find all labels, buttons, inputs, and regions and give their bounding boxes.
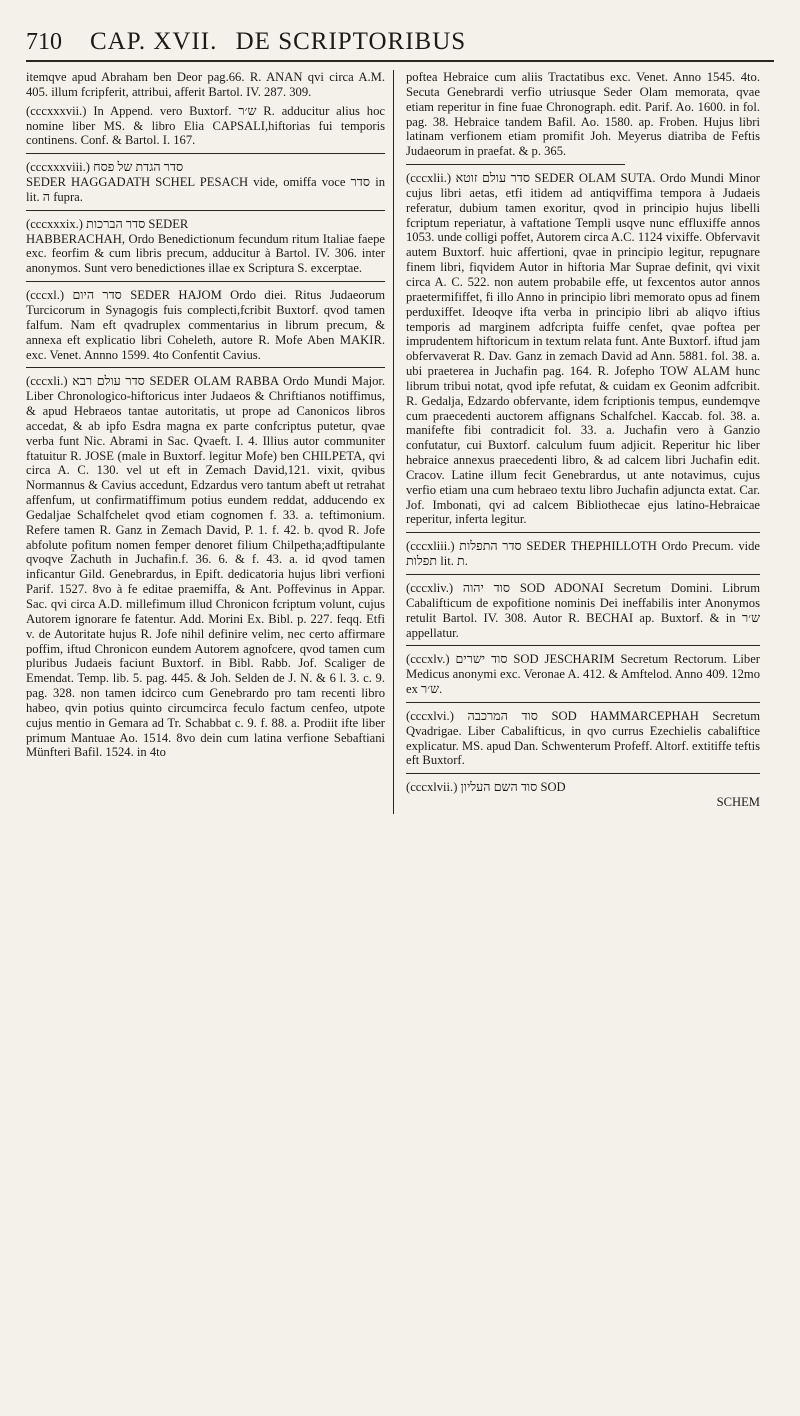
entry-cccxlvi: (cccxlvi.) סוד המרכבה SOD HAMMARCEPHAH Secretum Qvadrigae. Liber Cabalifticus, in qvo currus Ezechielis cabaliftice explicatur. MS. apud Dan. Schwenterum Profeff. Altorf. extitiffe teftis eft Buxtorf. xyxy=(406,708,760,768)
entry-cccxxxix-text: HABBERACHAH, Ordo Benedictionum fecundum ritum Italiae faepe exc. feorfim & cum libris precum, adducitur à Bartol. IV. 306. inter anonymos. Sunt vero benedictiones illae ex Scriptura S. excerptae. xyxy=(26,231,385,276)
header-spacer xyxy=(223,28,229,56)
header-rule xyxy=(26,60,774,62)
entry-separator xyxy=(26,153,385,154)
running-header xyxy=(26,14,774,56)
left-column xyxy=(26,70,393,814)
entry-cccxli-continued: poftea Hebraice cum aliis Tractatibus exc. Venet. Anno 1545. 4to. Secuta Genebrardi verfio utriusque Seder Olam memorata, qvae etiam reperitur in fine fuae Chronograph. edit. Parif. Ao. 1600. in fol. pag. 38. Hebraice tandem Bafil. Ao. 1580. ap. Froben. Hujus libri latinam verfionem etiam promifit Joh. Meyerus diatriba de Feftis Judaeorum in praefat. & p. 365. xyxy=(406,70,760,159)
entry-separator xyxy=(406,164,625,165)
entry-cccxxxviii xyxy=(26,160,385,205)
entry-cccxxxvii: (cccxxxvii.) In Append. vero Buxtorf. ש׳ר R. adducitur alius hoc nomine liber MS. & libro Elia CAPSALI,hiftorias fui temporis continens. Conf. & Bartol. I. 167. xyxy=(26,103,385,148)
entry-separator xyxy=(406,574,760,575)
entry-cccxxxviii-text: SEDER HAGGADATH SCHEL PESACH vide, omiffa voce סדר in lit. ה fupra. xyxy=(26,175,385,204)
entry-intro: itemqve apud Abraham ben Deor pag.66. R. ANAN qvi circa A.M. 405. illum fcripferit, attribui, afferit Bartol. IV. 287. 309. xyxy=(26,70,385,99)
entry-separator xyxy=(26,281,385,282)
entry-cccxxxix xyxy=(26,217,385,276)
entry-separator xyxy=(26,210,385,211)
right-column xyxy=(393,70,760,814)
entry-cccxlvii-tail: SCHEM xyxy=(716,795,760,810)
entry-cccxlvii-heading: (cccxlvii.) סוד השם העליון SOD xyxy=(406,780,566,795)
entry-separator xyxy=(406,532,760,533)
entry-separator xyxy=(406,702,760,703)
entry-cccxl: (cccxl.) סדר היום SEDER HAJOM Ordo diei. Ritus Judaeorum Turcicorum in Synagogis fuis complecti,fcribit Buxtorf. qvod tamen falfum. Nam eft qvadruplex commentarius in librum precum, & annexa eft explicatio libri Coheleth, autore R. Mofe Aben MAKIR. exc. Venet. Annno 1599. 4to Confentit Cavius. xyxy=(26,288,385,362)
entry-cccxliii: (cccxliii.) סדר התפלות SEDER THEPHILLOTH Ordo Precum. vide תפלות lit. ת. xyxy=(406,539,761,569)
two-column-body xyxy=(26,70,774,814)
entry-cccxlii: (cccxlii.) סדר עולם זוטא SEDER OLAM SUTA. Ordo Mundi Minor cujus libri aetas, etfi itidem ad antiqviffima tempora à Judaeis referatur, dubium tamen exoritur, qvod in principio hujus libelli fcriptum reperiatur, à vaftatione Templi usqve nunc effluxiffe annos 1053. unde colligi poffet, Autorem circa A.C. 1124 vixiffe. Obfervavit autem Buxtorf. huic affertioni, qvae in principio legitur, repugnare finem libri, fiqvidem Autor in hiftoria Mar Suprae definit, qvi vixit circa A. C. 522. non autem probabile effe, ut fexcentos autor annos praetermififfet, fi illo Anno in principio libri memorato opus ad finem perduxiffet. Ideoqve ifta verba in principio libri ab aliqvo iftius temporis ad marginem adfcripta fuiffe cenfet, qvae poftea per imprudentem hiftoricum in textum relata funt. Ante Buxtorf. iftud jam obfervaverat R. Dav. Ganz in zemach David ad Ann. 5881. fol. 38. a. ubi praeterea in Juchafin pag. 164. R. Jofepho TOW ALAM hunc librum tribui notat, qvod ipfe refutat, & cuidam ex Geonim adfcribit. R. Gedalja, Edzardo obfervante, idem fcriptionis tempus, eundemqve cum praecedenti auctorem affignans Schalfchel. Kaccab. fol. 38. a. manifefte fibi contradicit fol. 33. a. Juchafin vero à Ganzio confutatur, cui Buxtorf. calculum fuum adjicit. Reperitur hic liber hebraice annexus praecedenti libro, & ad calcem libri Juchafin edit. Cracov. Latine illum fecit Genebrardus, ut ante notavimus, cujus verfio etiam una cum hebraeo textu libro Juchafin adjuncta extat. Car. Jof. Imbonati, qvi ad calcem Bibliothecae ejus latino-Hebraicae reperitur, inferta legitur. xyxy=(406,171,761,527)
entry-cccxlvii xyxy=(406,780,760,810)
page-number: 710 xyxy=(26,29,62,55)
entry-cccxxxix-heading: (cccxxxix.) סדר הברכות SEDER xyxy=(26,216,189,231)
entry-cccxli: (cccxli.) סדר עולם רבא SEDER OLAM RABBA Ordo Mundi Major. Liber Chronologico-hiftoricus inter Judaeos & Chriftianos notiffimus, & apud Hebraeos tantae autoritatis, ut prope ad Canonicos libros accedat, & ab ipfo Esdra magna ex parte confcriptus putetur, qvae verba funt Nic. Abrami in Sac. Qvaeft. I. 4. Illius autor communiter ftatuitur R. JOSE (male in Buxtorf. legitur Mofe) ben CHILPETA, qvi circa A. C. 130. vel ut eft in Zemach David,121. vixit, qvibus Normannus & Cavius accedunt, Edzardus vero tantum abeft ut retrahat affenfum, ut confirmatiffimum potius eundem reddat, adducendo ex Gedaljae Schalfchelet qvod etiam cognomen f. 33. a. teftimonium. Refere tamen R. Ganz in Zemach David, P. 1. f. 42. b. qvod R. Jofe abfolute pofitum nomen femper denoret filium Chilpetha;adftipulante qvoqve Zachuth in Juchafin.f. 36. 6. & f. 43. a. id qvod tamen inficantur Gild. Genebrardus, in Epift. dedicatoria hujus libri verfioni Parif. 1527. 8vo à fe editae praemiffa, & Ant. Poffevinus in Appar. Sac. qvi circa A.D. millefimum illud Chronicon fcriptum volunt, cujus Autorem ignorare fe fatentur. Add. Morini Ex. Bibl. p. 227. feqq. Etfi v. de Autoritate hujus R. Jofe nihil definire velim, nec certo affirmare poffim, iftud Chronicon eundem Autorem agnofcere, qvod tamen cum pluribus Judaeis faciunt Buxtorf. in Bibl. Rabb. Jof. Scaliger de Emendat. Temp. lib. 5. pag. 445. & Joh. Selden de J. N. & 6 l. 3. c. 9. pag. 328. non tamen idcirco cum Genebrardo pro tam recenti libro habeo, qvin potius quinto circumcirca feculo factum cenfeo, utpote cujus mentio in Gemara ad Tr. Schabbat c. 9. f. 88. a. Prodiit ifte liber primum Mantuae Ao. 1514. 8vo dein cum latina verfione Sebaftiani Münfteri Bafil. 1524. in 4to xyxy=(26,374,386,760)
entry-separator xyxy=(406,773,760,774)
header-title: DE SCRIPTORIBUS xyxy=(235,28,467,55)
entry-cccxlv: (cccxlv.) סוד ישרים SOD JESCHARIM Secretum Rectorum. Liber Medicus anonymi exc. Veronae A. 412. & Amftelod. Anno 409. 12mo ex ש׳ר. xyxy=(406,652,760,697)
entry-cccxliv: (cccxliv.) סוד יהוה SOD ADONAI Secretum Domini. Librum Cabalifticum de expofitione nominis Dei ineffabilis inter Anonymos retulit Bartol. IV. 308. Autor R. BECHAI ap. Buxtorf. & in ש׳ר appellatur. xyxy=(406,581,760,640)
entry-separator xyxy=(26,367,385,368)
entry-cccxxxviii-heading: (cccxxxviii.) סדר הגדת של פסח xyxy=(26,160,184,175)
entry-separator xyxy=(406,645,760,646)
chapter-label: CAP. XVII. xyxy=(90,28,218,55)
